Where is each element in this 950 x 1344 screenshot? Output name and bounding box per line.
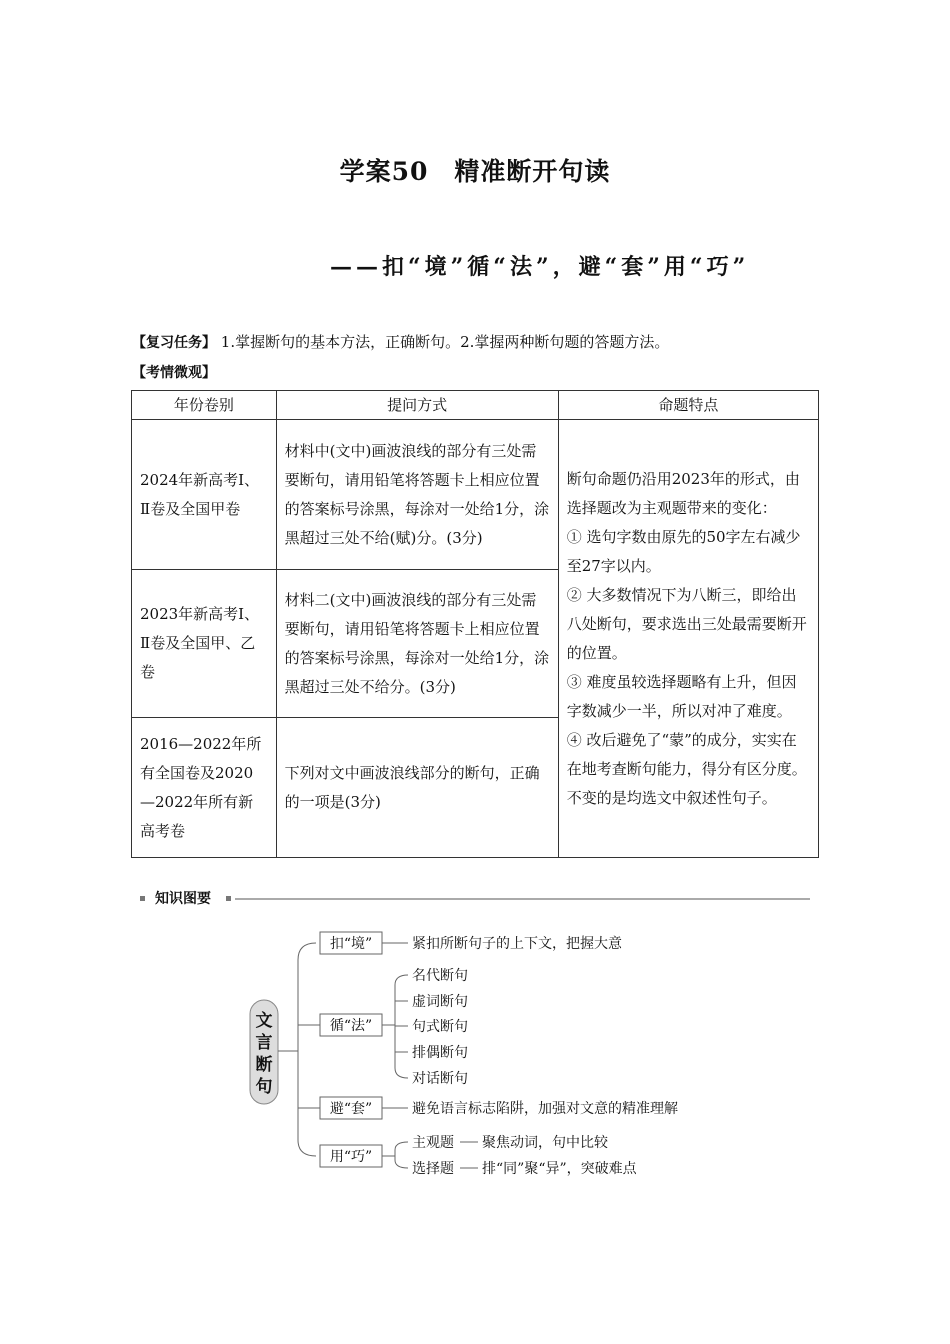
feature-line: ② 大多数情况下为八断三，即给出八处断句，要求选出三处最需要断开的位置。 [566,585,807,662]
table-cell-question: 材料二(文中)画波浪线的部分有三处需要断句，请用铅笔将答题卡上相应位置的答案标号涂黑，每涂对一处给1分，涂黑超过三处不给分。(3分) [276,570,558,718]
branch-label-tao: 避“套” [329,1101,373,1117]
table-cell-year: 2024年新高考Ⅰ、Ⅱ卷及全国甲卷 [132,420,277,570]
feature-line: ① 选句字数由原先的50字左右减少至27字以内。 [566,527,801,575]
table-header: 命题特点 [558,391,818,420]
branch-desc-tao: 避免语言标志陷阱，加强对文意的精准理解 [412,1101,678,1117]
method-item: 对话断句 [412,1071,468,1087]
review-task-label: 【复习任务】 [132,335,216,351]
skill-desc: 排“同”聚“异”，突破难点 [482,1161,637,1177]
table-cell-year: 2023年新高考Ⅰ、Ⅱ卷及全国甲、乙卷 [132,570,277,718]
method-item: 排偶断句 [412,1045,468,1061]
page-subtitle: ——扣“境”循“法”，避“套”用“巧” [330,254,750,280]
feature-line: 断句命题仍沿用2023年的形式，由选择题改为主观题带来的变化： [566,469,800,517]
branch-label-qiao: 用“巧” [329,1149,373,1165]
branch-label-jing: 扣“境” [329,936,373,952]
branch-desc-jing: 紧扣所断句子的上下文，把握大意 [412,936,622,952]
method-item: 虚词断句 [412,994,468,1010]
skill-desc: 聚焦动词，句中比较 [482,1135,608,1151]
skill-type: 选择题 [412,1161,454,1177]
branch-label-fa: 循“法” [329,1018,373,1034]
core-char: 句 [255,1077,273,1097]
exam-micro-label: 【考情微观】 [132,365,216,381]
core-char: 文 [255,1011,273,1031]
core-char: 断 [255,1055,273,1075]
table-cell-year: 2016—2022年所有全国卷及2020—2022年所有新高考卷 [132,718,277,858]
table-cell-question: 下列对文中画波浪线部分的断句，正确的一项是(3分) [276,718,558,858]
main-brace [278,943,320,1156]
table-header: 年份卷别 [132,391,277,420]
core-char: 言 [255,1033,273,1053]
feature-line: 不变的是均选文中叙述性句子。 [566,788,777,807]
skill-type: 主观题 [412,1135,454,1151]
page-title: 学案50 精准断开句读 [339,157,611,186]
knowledge-map-label: 知识图要 [155,891,211,907]
feature-line: ③ 难度虽较选择题略有上升，但因字数减少一半，所以对冲了难度。 [566,672,797,720]
method-item: 名代断句 [412,968,468,984]
feature-line: ④ 改后避免了“蒙”的成分，实实在在地考查断句能力，得分有区分度。 [566,730,807,778]
method-item: 句式断句 [412,1019,468,1035]
table-cell-question: 材料中(文中)画波浪线的部分有三处需要断句，请用铅笔将答题卡上相应位置的答案标号涂黑，每涂对一处给1分，涂黑超过三处不给(赋)分。(3分) [276,420,558,570]
review-task-text: 1.掌握断句的基本方法，正确断句。2.掌握两种断句题的答题方法。 [220,333,670,351]
table-header: 提问方式 [276,391,558,420]
